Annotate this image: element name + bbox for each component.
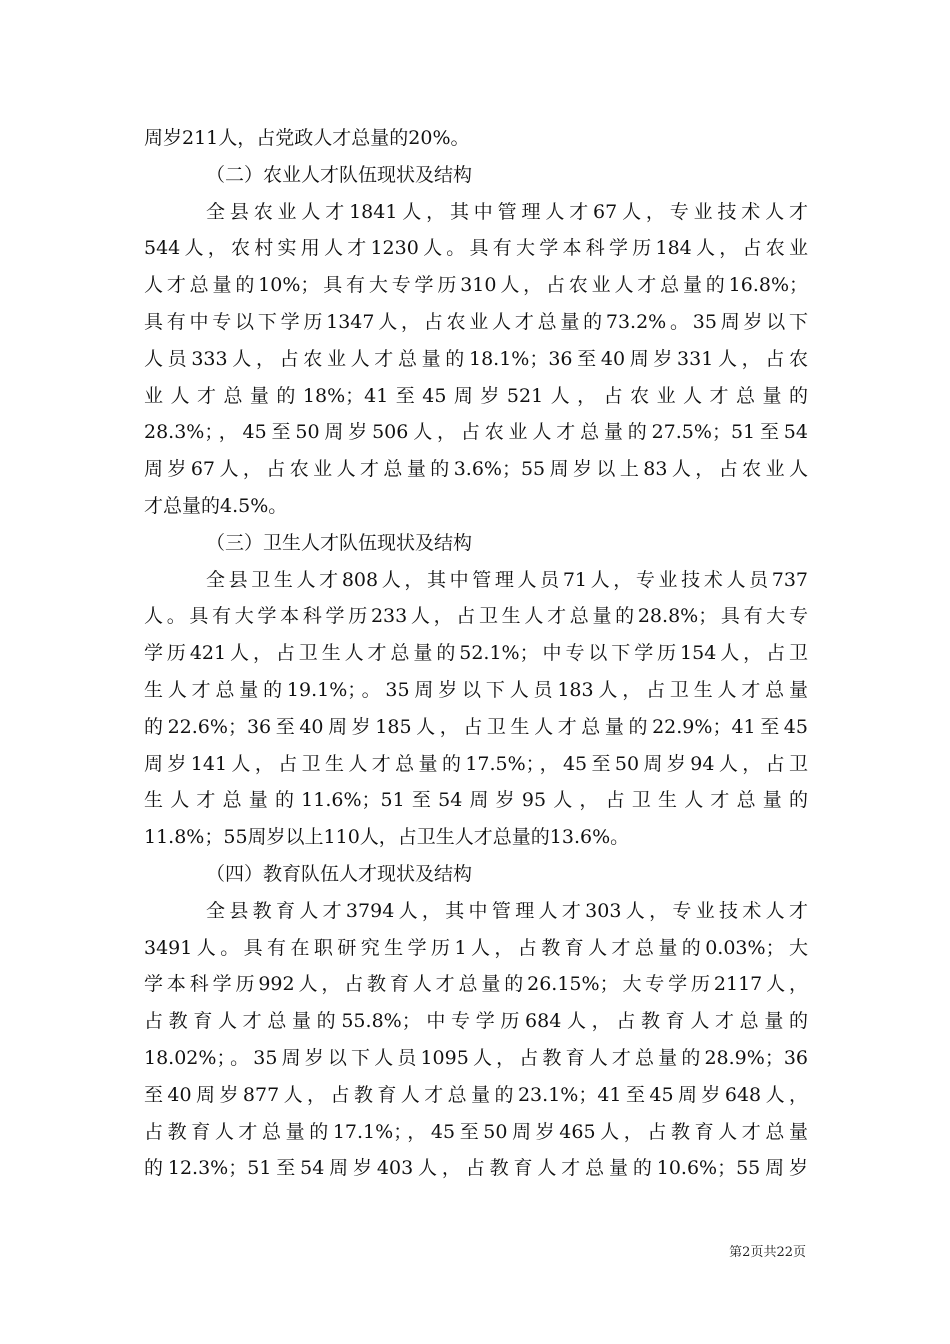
- text-line: 11.8%；55周岁以上110人，占卫生人才总量的13.6%。: [144, 826, 630, 849]
- text-line: 全县卫生人才808人，其中管理人员71人，专业技术人员737: [206, 568, 808, 591]
- text-line: 的12.3%；51至54周岁403人，占教育人才总量的10.6%；55周岁: [144, 1157, 808, 1180]
- section-heading-agriculture: （二）农业人才队伍现状及结构: [206, 163, 473, 186]
- text-line: 具有中专以下学历1347人，占农业人才总量的73.2%。35周岁以下: [144, 310, 808, 333]
- text-line: 人才总量的10%；具有大专学历310人，占农业人才总量的16.8%；: [144, 274, 808, 297]
- section-heading-health: （三）卫生人才队伍现状及结构: [206, 531, 473, 554]
- text-line: 占教育人才总量的17.1%；，45至50周岁465人，占教育人才总量: [144, 1120, 808, 1143]
- text-line: 周岁211人，占党政人才总量的20%。: [144, 127, 470, 149]
- section-heading-education: （四）教育队伍人才现状及结构: [206, 862, 473, 885]
- text-line: 生人才总量的11.6%；51至54周岁95人，占卫生人才总量的: [144, 789, 808, 812]
- text-line: 占教育人才总量的55.8%；中专学历684人，占教育人才总量的: [144, 1010, 808, 1033]
- text-line: 人员333人，占农业人才总量的18.1%；36至40周岁331人，占农: [144, 347, 808, 370]
- text-line: 的22.6%；36至40周岁185人，占卫生人才总量的22.9%；41至45: [144, 715, 808, 738]
- page-number: 第2页共22页: [729, 1245, 806, 1260]
- text-line: 人。具有大学本科学历233人，占卫生人才总量的28.8%；具有大专: [144, 605, 808, 628]
- text-line: 学历421人，占卫生人才总量的52.1%；中专以下学历154人，占卫: [144, 642, 808, 665]
- text-line: 全县农业人才1841人，其中管理人才67人，专业技术人才: [206, 200, 808, 223]
- text-line: 18.02%；。35周岁以下人员1095人，占教育人才总量的28.9%；36: [144, 1046, 808, 1069]
- text-line: 学本科学历992人，占教育人才总量的26.15%；大专学历2117人，: [144, 973, 808, 996]
- text-line: 544人，农村实用人才1230人。具有大学本科学历184人，占农业: [144, 237, 808, 260]
- text-line: 才总量的4.5%。: [144, 494, 288, 517]
- text-line: 28.3%；，45至50周岁506人，占农业人才总量的27.5%；51至54: [144, 421, 808, 444]
- document-body: [144, 120, 808, 1187]
- text-line: 周岁67人，占农业人才总量的3.6%；55周岁以上83人，占农业人: [144, 458, 808, 481]
- text-line: 3491人。具有在职研究生学历1人，占教育人才总量的0.03%；大: [144, 936, 808, 959]
- text-line: 业人才总量的18%；41至45周岁521人，占农业人才总量的: [144, 384, 808, 407]
- text-line: 至40周岁877人，占教育人才总量的23.1%；41至45周岁648人，: [144, 1083, 808, 1106]
- text-line: 生人才总量的19.1%；。35周岁以下人员183人，占卫生人才总量: [144, 678, 808, 701]
- text-line: 周岁141人，占卫生人才总量的17.5%；，45至50周岁94人，占卫: [144, 752, 808, 775]
- text-line: 全县教育人才3794人，其中管理人才303人，专业技术人才: [206, 899, 808, 922]
